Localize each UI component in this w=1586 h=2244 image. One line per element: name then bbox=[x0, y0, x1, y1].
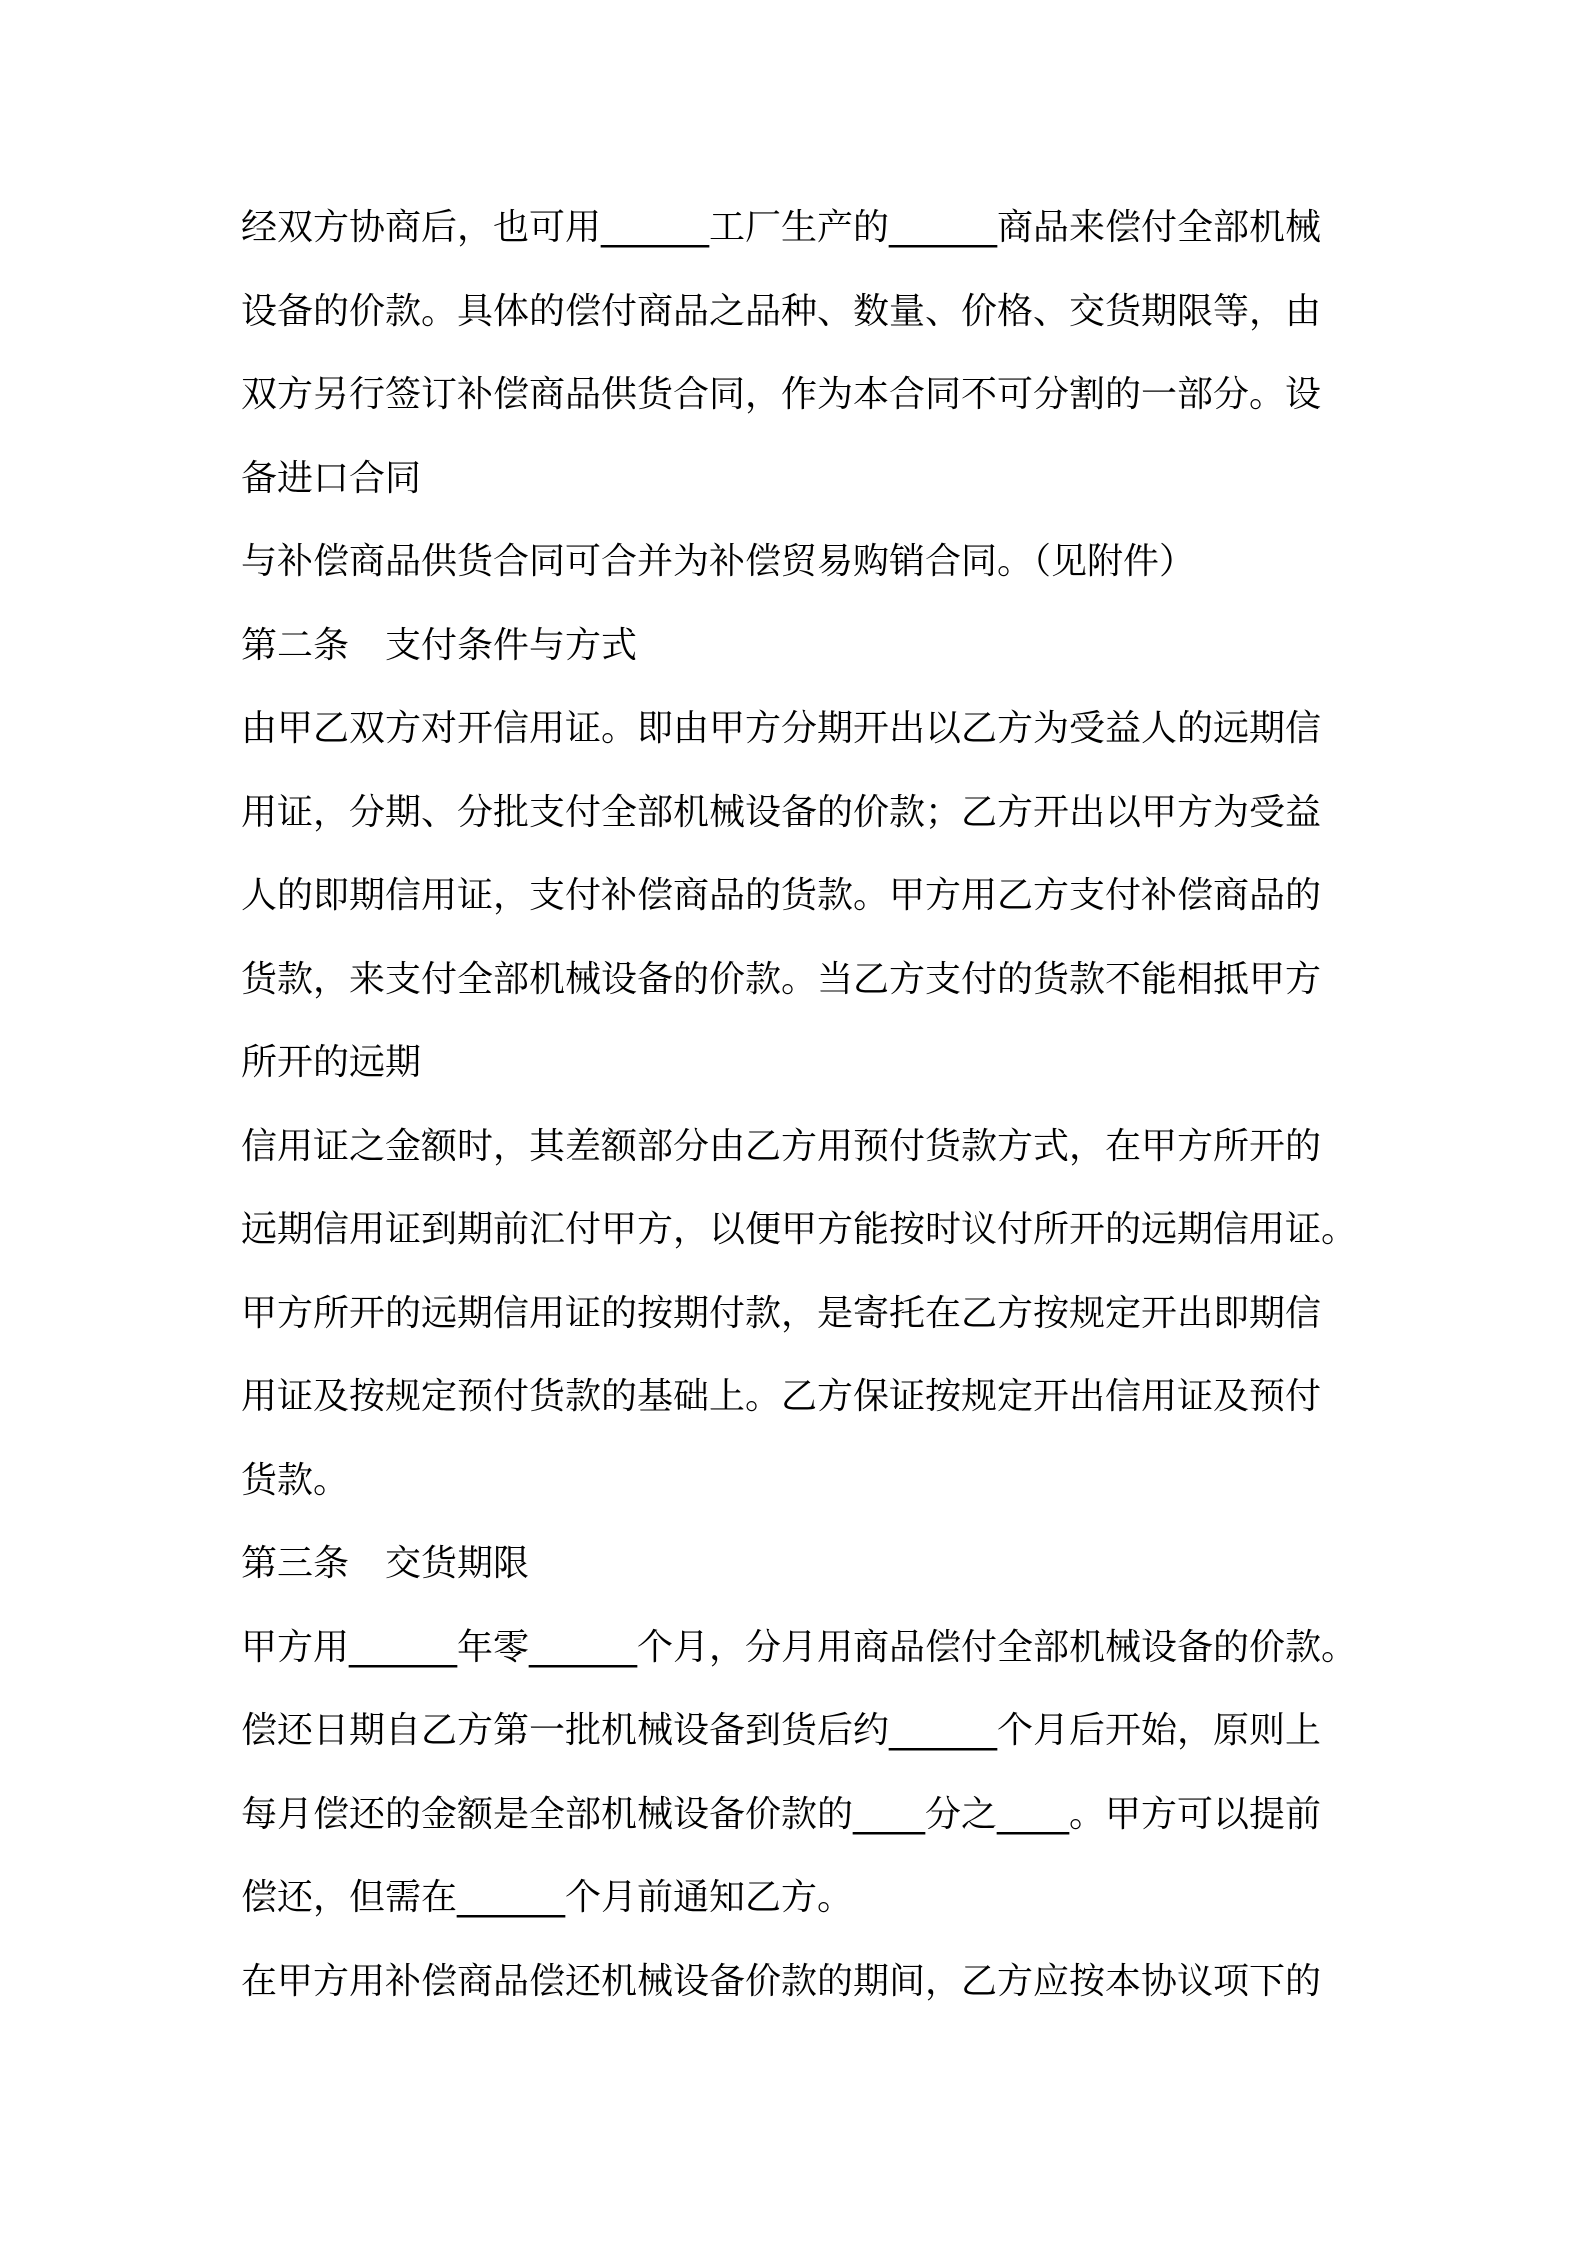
text-line: 货款。 bbox=[241, 1460, 350, 1501]
text-line: 甲方用______年零______个月，分月用商品偿付全部机械设备的价款。 bbox=[241, 1627, 1358, 1668]
text-line: 由甲乙双方对开信用证。即由甲方分期开出以乙方为受益人的远期信 bbox=[241, 708, 1322, 749]
text-line: 货款，来支付全部机械设备的价款。当乙方支付的货款不能相抵甲方 bbox=[241, 959, 1322, 1000]
text-line: 每月偿还的金额是全部机械设备价款的____分之____。甲方可以提前 bbox=[241, 1794, 1322, 1835]
text-line: 双方另行签订补偿商品供货合同，作为本合同不可分割的一部分。设 bbox=[241, 374, 1322, 415]
text-line: 甲方所开的远期信用证的按期付款，是寄托在乙方按规定开出即期信 bbox=[241, 1293, 1322, 1334]
text-line: 经双方协商后，也可用______工厂生产的______商品来偿付全部机械 bbox=[241, 207, 1322, 248]
text-line: 在甲方用补偿商品偿还机械设备价款的期间，乙方应按本协议项下的 bbox=[241, 1961, 1322, 2002]
section-heading-article-3: 第三条 交货期限 bbox=[241, 1543, 530, 1584]
text-line: 备进口合同 bbox=[241, 458, 422, 499]
text-line: 偿还日期自乙方第一批机械设备到货后约______个月后开始，原则上 bbox=[241, 1710, 1322, 1751]
text-line: 设备的价款。具体的偿付商品之品种、数量、价格、交货期限等，由 bbox=[241, 291, 1322, 332]
section-heading-article-2: 第二条 支付条件与方式 bbox=[241, 625, 638, 666]
text-line: 人的即期信用证，支付补偿商品的货款。甲方用乙方支付补偿商品的 bbox=[241, 875, 1322, 916]
text-line: 用证，分期、分批支付全部机械设备的价款；乙方开出以甲方为受益 bbox=[241, 792, 1322, 833]
text-line: 所开的远期 bbox=[241, 1042, 422, 1083]
text-line: 与补偿商品供货合同可合并为补偿贸易购销合同。（见附件） bbox=[241, 541, 1196, 582]
text-line: 偿还，但需在______个月前通知乙方。 bbox=[241, 1877, 854, 1918]
text-line: 远期信用证到期前汇付甲方，以便甲方能按时议付所开的远期信用证。 bbox=[241, 1209, 1358, 1250]
text-line: 用证及按规定预付货款的基础上。乙方保证按规定开出信用证及预付 bbox=[241, 1376, 1322, 1417]
text-line: 信用证之金额时，其差额部分由乙方用预付货款方式，在甲方所开的 bbox=[241, 1126, 1322, 1167]
